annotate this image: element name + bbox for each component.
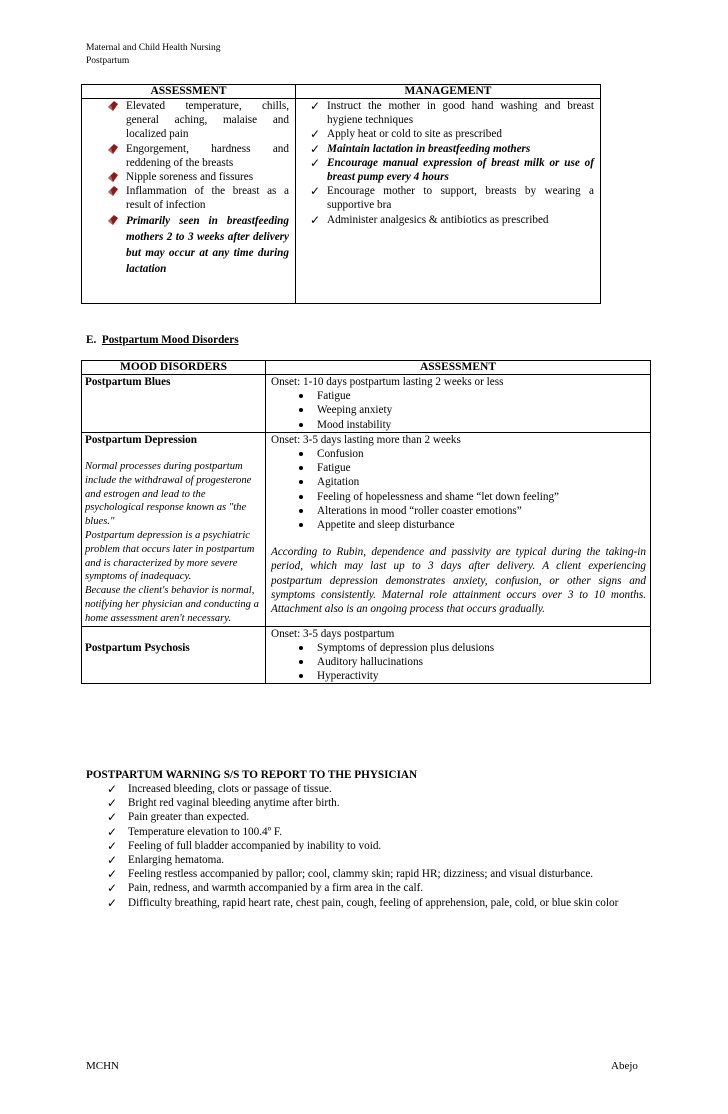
list-item: ✓ Pain, redness, and warmth accompanied by a firm area in the calf.: [107, 881, 424, 896]
list-item: Weeping anxiety: [269, 403, 648, 417]
list-item: ✓ Feeling restless accompanied by pallor; cool, clammy skin; rapid HR; dizziness; and visual disturbance.: [107, 867, 594, 882]
table-row: [82, 375, 651, 433]
list-item: ✓ Encourage mother to support, breasts by wearing a supportive bra: [310, 184, 594, 212]
list-item: Appetite and sleep disturbance: [269, 518, 648, 532]
onset-text: Onset: 1-10 days postpartum lasting 2 weeks or less: [271, 376, 504, 388]
table-row: [82, 626, 651, 684]
warning-list-container: [86, 782, 646, 910]
check-icon: ✓: [107, 867, 118, 882]
check-icon: ✓: [107, 810, 118, 825]
arrow-bullet-icon: [108, 172, 118, 182]
check-icon: ✓: [107, 782, 118, 796]
check-icon: ✓: [310, 212, 321, 227]
list-item: Mood instability: [269, 418, 648, 432]
footer-left: MCHN: [86, 1060, 120, 1072]
check-icon: ✓: [310, 155, 321, 170]
management-list: [296, 99, 600, 227]
symptom-list: [269, 447, 648, 532]
check-icon: ✓: [107, 838, 118, 853]
list-item: ✓ Encourage manual expression of breast milk or use of breast pump every 4 hours: [310, 155, 594, 184]
footer-right: Abejo: [611, 1060, 638, 1072]
disorder-cell: [82, 432, 266, 626]
onset-text: Onset: 3-5 days postpartum: [271, 627, 395, 640]
assessment-cell: [266, 432, 651, 626]
section-title: Postpartum Mood Disorders: [101, 334, 239, 346]
disorder-name: Postpartum Psychosis: [85, 641, 190, 654]
onset-text: Onset: 3-5 days lasting more than 2 weeks: [271, 433, 461, 446]
list-item: ✓ Bright red vaginal bleeding anytime after birth.: [107, 796, 340, 811]
mood-disorders-column-header: MOOD DISORDERS: [82, 361, 266, 375]
header-course-title: Maternal and Child Health Nursing: [86, 43, 221, 53]
check-icon: ✓: [107, 824, 118, 839]
warning-list: [86, 782, 646, 910]
assessment-column-header: ASSESSMENT: [82, 85, 296, 99]
arrow-bullet-icon: [108, 101, 118, 111]
table-row: [82, 432, 651, 626]
check-icon: ✓: [107, 881, 118, 896]
list-item: Alterations in mood “roller coaster emotions”: [269, 504, 648, 518]
disorder-note: Normal processes during postpartum include the withdrawal of progesterone and estrogen and lead to the psychological response known as "the blues." Postpartum depression is a psychiatric problem that occurs later in postpartum and is characterized by more severe symptoms of inadequacy. Because the client's behavior is normal, notifying her physician and conducting a home assessment aren't necessary.: [85, 461, 259, 624]
management-cell: [296, 99, 601, 304]
assessment-cell: [82, 99, 296, 304]
warning-title: POSTPARTUM WARNING S/S TO REPORT TO THE PHYSICIAN: [86, 769, 418, 781]
disorder-name: Postpartum Depression: [85, 433, 197, 446]
list-item: Feeling of hopelessness and shame “let down feeling”: [269, 490, 648, 504]
check-icon: ✓: [310, 184, 321, 199]
check-icon: ✓: [310, 99, 321, 113]
list-item: ✓ Temperature elevation to 100.4º F.: [107, 824, 283, 839]
mastitis-table: [81, 84, 601, 304]
list-item: Agitation: [269, 475, 648, 489]
list-item: ✓ Difficulty breathing, rapid heart rate, chest pain, cough, feeling of apprehension, pale, cold, or blue skin color: [107, 895, 619, 910]
check-icon: ✓: [107, 853, 118, 868]
assessment-cell: [266, 626, 651, 684]
assessment-list: [82, 99, 295, 277]
list-item: Auditory hallucinations: [269, 655, 648, 669]
check-icon: ✓: [107, 796, 118, 811]
list-item: Confusion: [269, 447, 648, 461]
assessment-column-header: ASSESSMENT: [266, 361, 651, 375]
management-column-header: MANAGEMENT: [296, 85, 601, 99]
list-item: ✓ Maintain lactation in breastfeeding mothers: [310, 141, 531, 156]
list-item: ✓ Pain greater than expected.: [107, 810, 250, 825]
list-item: ✓ Apply heat or cold to site as prescribed: [310, 127, 502, 142]
list-item: Fatigue: [269, 461, 648, 475]
mood-disorders-table: [81, 360, 651, 684]
list-item: ✓ Instruct the mother in good hand washing and breast hygiene techniques: [310, 99, 594, 127]
list-item: Fatigue: [269, 389, 648, 403]
section-e-heading: [86, 333, 239, 347]
check-icon: ✓: [310, 141, 321, 156]
list-item: ✓ Increased bleeding, clots or passage of tissue.: [107, 782, 332, 796]
rubin-note: According to Rubin, dependence and passivity are typical during the taking-in period, which may last up to 3 days after delivery. A client experiencing postpartum depression demonstrates anxiety, confusion, or other signs and symptoms consistently. Maternal role attainment occurs over 3 to 10 months. Attachment also is an ongoing process that occurs gradually.: [271, 546, 646, 616]
list-item: Elevated temperature, chills, general aching, malaise and localized pain: [82, 99, 295, 142]
list-item: Symptoms of depression plus delusions: [269, 641, 648, 655]
list-item: Nipple soreness and fissures: [82, 170, 295, 184]
list-item: ✓ Feeling of full bladder accompanied by inability to void.: [107, 838, 382, 853]
assessment-cell: [266, 375, 651, 433]
header-topic: Postpartum: [86, 55, 130, 66]
list-item: Inflammation of the breast as a result of infection: [82, 184, 295, 212]
check-icon: ✓: [107, 895, 118, 910]
symptom-list: [269, 389, 648, 432]
document-header: [86, 42, 221, 67]
list-item: Hyperactivity: [269, 669, 648, 683]
section-letter: E.: [86, 334, 97, 346]
list-item: Primarily seen in breastfeeding mothers 2 to 3 weeks after delivery but may occur at any time during lactation: [82, 213, 295, 277]
list-item: ✓ Administer analgesics & antibiotics as prescribed: [310, 212, 549, 227]
disorder-cell: [82, 626, 266, 684]
arrow-bullet-icon: [108, 144, 118, 154]
arrow-bullet-icon: [108, 215, 118, 225]
list-item: Engorgement, hardness and reddening of the breasts: [82, 142, 295, 170]
symptom-list: [269, 641, 648, 684]
list-item: ✓ Enlarging hematoma.: [107, 853, 225, 868]
arrow-bullet-icon: [108, 186, 118, 196]
check-icon: ✓: [310, 127, 321, 142]
disorder-name: Postpartum Blues: [82, 375, 266, 433]
